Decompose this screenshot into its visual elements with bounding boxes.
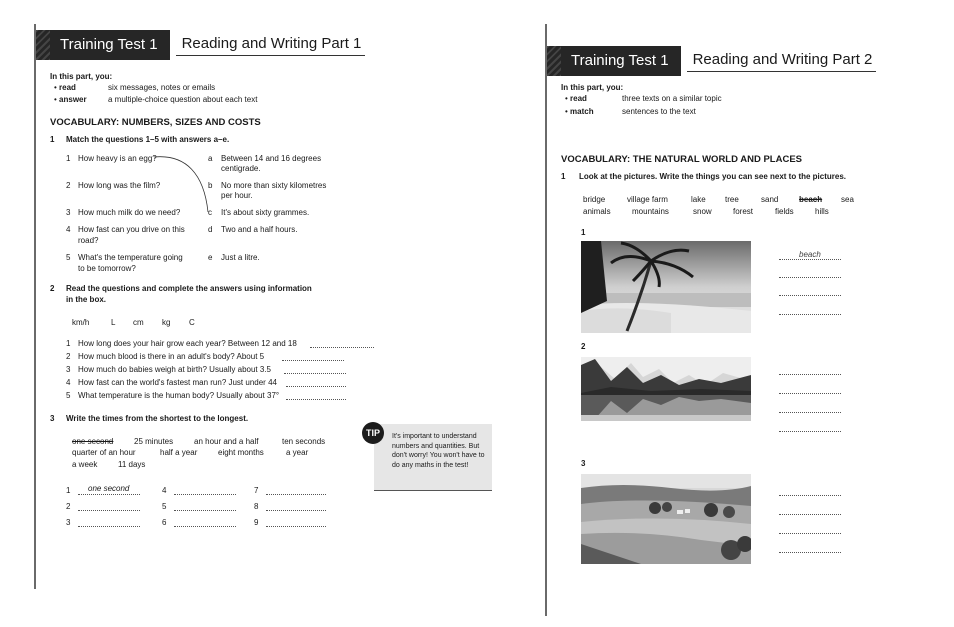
- item-text: How much blood is there in an adult's body? About 5: [78, 352, 265, 361]
- unit-box-item: C: [189, 318, 195, 327]
- answer-number: 1: [66, 486, 71, 495]
- question-text: to be tomorrow?: [78, 264, 136, 273]
- answer-number: 2: [66, 502, 71, 511]
- answer-letter: c: [208, 208, 212, 217]
- question-number: 5: [66, 253, 71, 262]
- lake-mountains-picture: [581, 357, 751, 421]
- question-text: How long was the film?: [78, 181, 161, 190]
- village-fields-picture: [581, 474, 751, 564]
- answer-blank[interactable]: [779, 259, 841, 260]
- vocab-heading: VOCABULARY: NUMBERS, SIZES AND COSTS: [50, 117, 261, 128]
- time-phrase: ten seconds: [282, 437, 326, 446]
- item-number: 4: [66, 378, 71, 387]
- tip-badge: TIP: [362, 422, 384, 444]
- exercise-number: 2: [50, 284, 55, 293]
- exercise-instruction: Read the questions and complete the answers using information: [66, 284, 312, 293]
- word-box-item: bridge: [583, 195, 606, 204]
- intro-item-text: sentences to the text: [622, 107, 696, 116]
- vocab-heading: VOCABULARY: THE NATURAL WORLD AND PLACES: [561, 154, 803, 165]
- example-answer: beach: [799, 250, 821, 259]
- answer-blank[interactable]: [266, 494, 326, 495]
- word-box-item: hills: [815, 207, 829, 216]
- answer-blank[interactable]: [779, 495, 841, 496]
- tip-box: [365, 424, 492, 491]
- time-phrase: a year: [286, 448, 309, 457]
- question-text: How much milk do we need?: [78, 208, 181, 217]
- answer-blank[interactable]: [286, 399, 346, 400]
- answer-letter: a: [208, 154, 213, 163]
- intro-item: • match: [565, 107, 594, 116]
- page-reading-writing-part-1: [34, 24, 501, 589]
- exercise-number: 3: [50, 414, 55, 423]
- intro-item: • read: [54, 83, 76, 92]
- header-test-title: Training Test 1: [36, 30, 170, 60]
- answer-letter: b: [208, 181, 213, 190]
- answer-blank[interactable]: [174, 526, 236, 527]
- exercise-instruction: Match the questions 1–5 with answers a–e.: [66, 135, 230, 144]
- time-phrase: eight months: [218, 448, 264, 457]
- exercise-number: 1: [50, 135, 55, 144]
- answer-number: 7: [254, 486, 259, 495]
- answer-text: It's about sixty grammes.: [221, 208, 310, 217]
- question-number: 2: [66, 181, 71, 190]
- answer-text: Two and a half hours.: [221, 225, 298, 234]
- unit-box-item: kg: [162, 318, 171, 327]
- answer-blank[interactable]: [779, 412, 841, 413]
- picture-number: 2: [581, 342, 586, 351]
- word-box-item: lake: [691, 195, 706, 204]
- answer-blank[interactable]: [779, 552, 841, 553]
- answer-blank[interactable]: [779, 314, 841, 315]
- answer-number: 8: [254, 502, 259, 511]
- answer-text: per hour.: [221, 191, 253, 200]
- answer-blank[interactable]: [78, 526, 140, 527]
- item-text: What temperature is the human body? Usually about 37°: [78, 391, 280, 400]
- beach-picture: [581, 241, 751, 333]
- question-text: How fast can you drive on this: [78, 225, 185, 234]
- intro-item-text: three texts on a similar topic: [622, 94, 722, 103]
- page-header: [547, 46, 876, 76]
- answer-blank[interactable]: [779, 533, 841, 534]
- word-box-item: mountains: [632, 207, 669, 216]
- word-box-item: animals: [583, 207, 611, 216]
- answer-blank[interactable]: [779, 295, 841, 296]
- intro-item-text: a multiple-choice question about each text: [108, 95, 258, 104]
- time-phrase: one second: [72, 437, 114, 446]
- question-text: road?: [78, 236, 99, 245]
- exercise-instruction: Write the times from the shortest to the longest.: [66, 414, 249, 423]
- item-text: How much do babies weigh at birth? Usually about 3.5: [78, 365, 271, 374]
- picture-number: 3: [581, 459, 586, 468]
- answer-text: No more than sixty kilometres: [221, 181, 327, 190]
- page-reading-writing-part-2: [545, 24, 877, 616]
- question-text: How heavy is an egg?: [78, 154, 157, 163]
- question-number: 3: [66, 208, 71, 217]
- word-box-item: tree: [725, 195, 739, 204]
- item-number: 2: [66, 352, 71, 361]
- header-part-title: Reading and Writing Part 2: [687, 51, 877, 72]
- answer-blank[interactable]: [779, 374, 841, 375]
- time-phrase: 11 days: [118, 460, 146, 469]
- answer-number: 6: [162, 518, 167, 527]
- item-number: 3: [66, 365, 71, 374]
- unit-box-item: km/h: [72, 318, 90, 327]
- answer-blank[interactable]: [266, 526, 326, 527]
- word-box-item: snow: [693, 207, 712, 216]
- answer-blank[interactable]: [310, 347, 374, 348]
- question-text: What's the temperature going: [78, 253, 183, 262]
- exercise-instruction: in the box.: [66, 295, 106, 304]
- unit-box-item: L: [111, 318, 116, 327]
- answer-blank[interactable]: [78, 510, 140, 511]
- word-box-item: beach: [799, 195, 823, 204]
- intro-item-text: six messages, notes or emails: [108, 83, 216, 92]
- time-phrase: an hour and a half: [194, 437, 259, 446]
- answer-blank[interactable]: [779, 277, 841, 278]
- intro-item: • read: [565, 94, 587, 103]
- exercise-number: 1: [561, 172, 566, 181]
- word-box-item: village farm: [627, 195, 668, 204]
- answer-number: 9: [254, 518, 259, 527]
- answer-blank[interactable]: [174, 510, 236, 511]
- answer-blank[interactable]: [779, 393, 841, 394]
- answer-letter: d: [208, 225, 213, 234]
- answer-blank[interactable]: [779, 514, 841, 515]
- word-box-item: forest: [733, 207, 754, 216]
- answer-blank[interactable]: [282, 360, 344, 361]
- time-phrase: a week: [72, 460, 98, 469]
- item-number: 1: [66, 339, 71, 348]
- word-box-item: sea: [841, 195, 854, 204]
- example-match-line: [36, 24, 501, 284]
- intro-heading: In this part, you:: [561, 83, 624, 92]
- item-text: How fast can the world's fastest man run? Just under 44: [78, 378, 277, 387]
- answer-text: Just a litre.: [221, 253, 260, 262]
- example-answer: one second: [88, 484, 130, 493]
- answer-number: 3: [66, 518, 71, 527]
- item-text: How long does your hair grow each year? Between 12 and 18: [78, 339, 297, 348]
- answer-blank[interactable]: [78, 494, 140, 495]
- answer-number: 5: [162, 502, 167, 511]
- answer-blank[interactable]: [286, 386, 346, 387]
- item-number: 5: [66, 391, 71, 400]
- answer-number: 4: [162, 486, 167, 495]
- word-box-item: fields: [775, 207, 794, 216]
- intro-item: • answer: [54, 95, 87, 104]
- header-part-title: Reading and Writing Part 1: [176, 35, 366, 56]
- answer-blank[interactable]: [174, 494, 236, 495]
- word-box-item: sand: [761, 195, 779, 204]
- intro-heading: In this part, you:: [50, 72, 113, 81]
- question-number: 1: [66, 154, 71, 163]
- unit-box-item: cm: [133, 318, 144, 327]
- header-test-title: Training Test 1: [547, 46, 681, 76]
- question-number: 4: [66, 225, 71, 234]
- answer-blank[interactable]: [779, 431, 841, 432]
- time-phrase: 25 minutes: [134, 437, 174, 446]
- answer-text: centigrade.: [221, 164, 261, 173]
- exercise-instruction: Look at the pictures. Write the things you can see next to the pictures.: [579, 172, 847, 181]
- answer-blank[interactable]: [266, 510, 326, 511]
- time-phrase: half a year: [160, 448, 198, 457]
- answer-blank[interactable]: [284, 373, 346, 374]
- answer-letter: e: [208, 253, 213, 262]
- tip-text: It's important to understand numbers and quantities. But don't worry! You won't have to do any maths in the test!: [392, 433, 485, 469]
- answer-text: Between 14 and 16 degrees: [221, 154, 322, 163]
- time-phrase: quarter of an hour: [72, 448, 136, 457]
- picture-number: 1: [581, 228, 586, 237]
